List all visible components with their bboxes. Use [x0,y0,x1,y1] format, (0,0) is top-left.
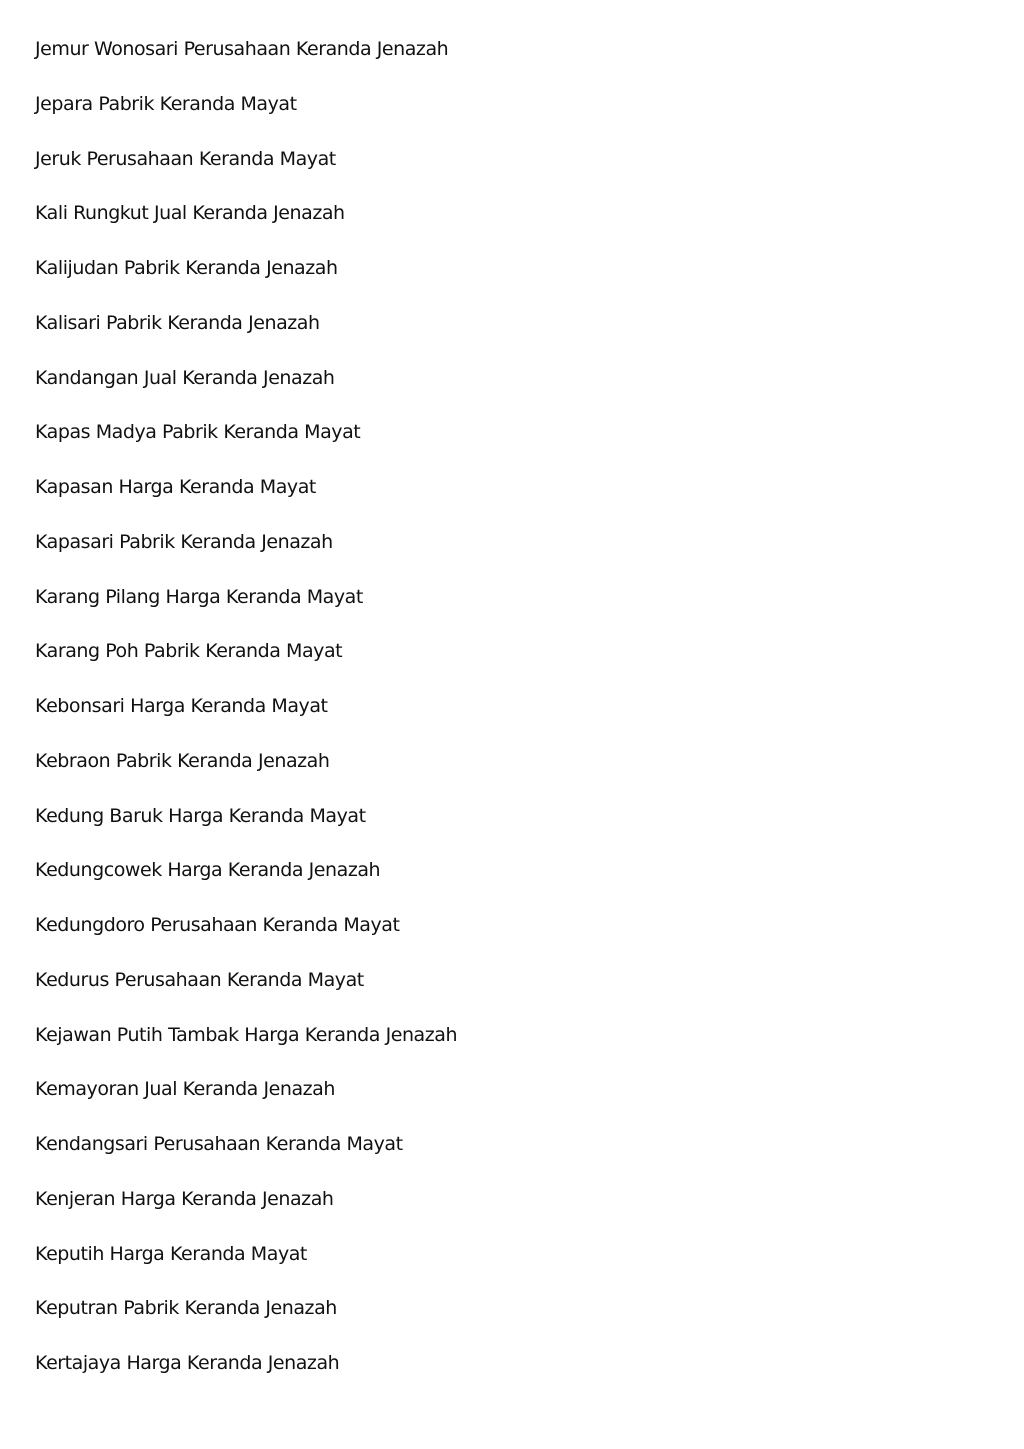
text-line: Kemayoran Jual Keranda Jenazah [35,1078,335,1101]
text-line: Kebonsari Harga Keranda Mayat [35,695,328,717]
text-line: Kertajaya Harga Keranda Jenazah [35,1352,340,1374]
text-line: Kejawan Putih Tambak Harga Keranda Jenazah [35,1023,458,1046]
text-line: Karang Pilang Harga Keranda Mayat [35,585,363,608]
text-line: Kalijudan Pabrik Keranda Jenazah [35,257,338,279]
text-line: Kapasari Pabrik Keranda Jenazah [35,530,333,553]
text-line: Kedungcowek Harga Keranda Jenazah [35,859,381,882]
text-line: Kandangan Jual Keranda Jenazah [35,366,335,389]
text-line: Kedungdoro Perusahaan Keranda Mayat [35,914,400,936]
text-line-list [35,36,935,1405]
text-line: Jemur Wonosari Perusahaan Keranda Jenazah [35,38,449,60]
text-line: Kendangsari Perusahaan Keranda Mayat [35,1133,403,1155]
text-line: Kenjeran Harga Keranda Jenazah [35,1187,334,1210]
text-line: Kedung Baruk Harga Keranda Mayat [35,804,366,827]
text-line: Kapasan Harga Keranda Mayat [35,476,316,498]
text-line: Kapas Madya Pabrik Keranda Mayat [35,421,361,444]
text-line: Kali Rungkut Jual Keranda Jenazah [35,202,345,225]
text-line: Karang Poh Pabrik Keranda Mayat [35,640,343,663]
text-line: Kedurus Perusahaan Keranda Mayat [35,968,364,991]
text-line: Jepara Pabrik Keranda Mayat [35,92,297,115]
text-line: Jeruk Perusahaan Keranda Mayat [35,147,336,170]
text-line: Kalisari Pabrik Keranda Jenazah [35,311,320,334]
text-line: Keputih Harga Keranda Mayat [35,1242,307,1265]
text-line: Kebraon Pabrik Keranda Jenazah [35,749,330,772]
text-line: Keputran Pabrik Keranda Jenazah [35,1297,337,1320]
